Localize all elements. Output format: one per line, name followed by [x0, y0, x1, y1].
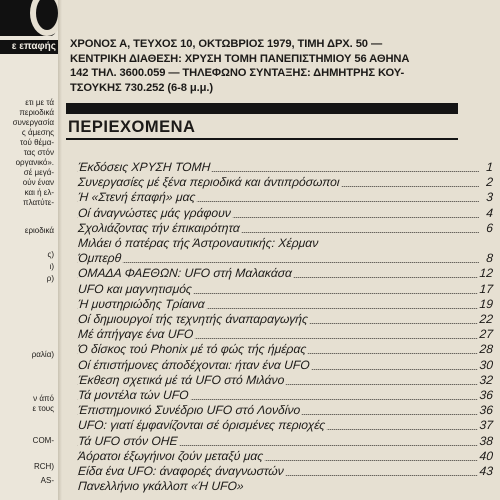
toc-entry — [77, 206, 493, 221]
toc-entry — [77, 388, 493, 403]
toc-entry — [77, 418, 493, 433]
toc-page-number: 2 — [484, 175, 494, 190]
left-column-line: ν άπό — [33, 394, 54, 403]
toc-page-number: 37 — [477, 418, 494, 433]
toc-page-number: 38 — [477, 434, 494, 449]
toc-page-number: 17 — [477, 282, 494, 297]
left-column-line: AS- — [40, 476, 54, 485]
toc-entry — [77, 251, 493, 266]
toc-entry-title: Έπιστημονικό Συνέδριο UFO στό Λονδίνο — [77, 403, 301, 418]
toc-entry — [77, 175, 493, 190]
toc-entry — [77, 373, 493, 388]
left-column-line: και ή ελ- — [24, 188, 54, 197]
toc-entry-title: Σχολιάζοντας τήν έπικαιρότητα — [77, 220, 241, 235]
toc-entry — [77, 358, 493, 373]
toc-leader-dots — [78, 262, 479, 263]
left-column-line: τας στόν — [23, 148, 54, 157]
toc-page-number: 32 — [477, 373, 494, 388]
toc-entry-title: Ή «Στενή έπαφή» μας — [77, 190, 196, 205]
toc-entry — [77, 282, 493, 297]
toc-entry-title: Έκδόσεις ΧΡΥΣΗ ΤΟΜΗ — [77, 160, 211, 174]
thick-rule — [66, 103, 458, 114]
left-column-line: ε τους — [32, 404, 54, 413]
toc-entry-title: Οί άναγνώστες μάς γράφουν — [77, 205, 232, 220]
toc-entry — [77, 479, 493, 494]
toc-entry-title: UFO και μαγνητισμός — [77, 281, 193, 296]
left-column-line: τού θέμα- — [19, 138, 54, 147]
logo-fragment — [0, 0, 56, 36]
toc-entry-title: ΟΜΑΔΑ ΦΑΕΘΩΝ: UFO στή Μαλακάσα — [77, 266, 293, 281]
left-column-line: ς άμεσης — [21, 128, 54, 137]
toc-entry-title: Συνεργασίες μέ ξένα περιοδικά και άντιπρόσωποι — [77, 175, 341, 190]
left-column-line: RCH) — [34, 462, 54, 471]
toc-page-number: 4 — [484, 206, 494, 221]
adjacent-page-column — [0, 0, 58, 500]
table-of-contents — [78, 160, 493, 494]
toc-page-number: 6 — [484, 221, 494, 236]
masthead-line: ΚΕΝΤΡΙΚΗ ΔΙΑΘΕΣΗ: ΧΡΥΣΗ ΤΟΜΗ ΠΑΝΕΠΙΣΤΗΜΙΟΥ 56 ΑΘΗΝΑ — [70, 52, 410, 65]
toc-entry-title: Μιλάει ό πατέρας τής Άστροναυτικής: Χέρμαν — [77, 236, 319, 251]
left-column-line: συνεργασία — [12, 118, 54, 127]
left-column-line: ούν έναν — [22, 178, 54, 187]
left-column-line: περιοδικά — [19, 108, 54, 117]
left-column-line: σέ μεγά- — [23, 168, 54, 177]
left-column-line: ι) — [49, 262, 54, 271]
toc-page-number: 36 — [477, 403, 494, 418]
toc-page-number: 27 — [477, 327, 494, 342]
thin-rule — [66, 138, 458, 140]
toc-entry-title: Οί δημιουργοί τής τεχνητής άναπαραγωγής — [77, 312, 309, 327]
toc-entry-title: Όμπερθ — [77, 251, 122, 266]
toc-page-number: 12 — [477, 266, 494, 281]
masthead-line: ΧΡΟΝΟΣ Α, ΤΕΥΧΟΣ 10, ΟΚΤΩΒΡΙΟΣ 1979, ΤΙΜΗ ΔΡΧ. 50 — — [70, 38, 383, 50]
toc-entry — [77, 327, 493, 342]
masthead-line: 142 ΤΗΛ. 3600.059 — ΤΗΛΕΦΩΝΟ ΣΥΝΤΑΞΗΣ: ΔΗΜΗΤΡΗΣ ΚΟΥ- — [70, 67, 405, 79]
toc-page-number: 3 — [484, 190, 494, 205]
toc-page-number: 22 — [477, 312, 494, 327]
toc-page-number: 36 — [477, 388, 494, 403]
toc-entry — [77, 266, 493, 281]
toc-entry — [77, 297, 493, 312]
toc-entry — [77, 449, 493, 464]
masthead-line: ΤΣΟΥΚΗΣ 730.252 (6-8 μ.μ.) — [70, 81, 213, 94]
page-gutter-shadow — [58, 0, 62, 500]
left-column-line: COM- — [32, 436, 54, 445]
toc-entry-title: Άόρατοι έξωγήινοι ζούν μεταξύ μας — [77, 448, 264, 463]
logo-letter-o-icon — [30, 0, 58, 36]
toc-entry-title: Ή μυστηριώδης Τρίαινα — [77, 296, 206, 311]
left-column-line: ς) — [47, 250, 54, 259]
toc-page-number: 8 — [484, 251, 494, 266]
left-column-line: ετι με τά — [25, 98, 54, 107]
toc-entry-title: Μέ άπήγαγε ένα UFO — [77, 327, 194, 342]
left-column-line: ρ) — [46, 274, 54, 283]
toc-entry-title: UFO: γιατί έμφανίζονται σέ όρισμένες περιοχές — [77, 418, 326, 433]
toc-entry-title: Τά μοντέλα τών UFO — [77, 388, 190, 403]
toc-entry — [77, 160, 493, 175]
toc-entry — [77, 434, 493, 449]
toc-page-number: 19 — [477, 297, 494, 312]
toc-page-number: 28 — [477, 342, 494, 357]
toc-entry — [77, 236, 493, 251]
toc-entry — [77, 221, 493, 236]
left-column-line: οργανικό». — [15, 158, 54, 167]
left-column-line: πλατύτε- — [23, 198, 54, 207]
toc-page-number: 1 — [484, 160, 494, 175]
left-column-line: εριοδικά — [24, 226, 54, 235]
toc-entry-title: Πανελλήνιο γκάλλοπ «Ή UFO» — [77, 479, 245, 494]
left-column-line: ραλία) — [31, 350, 54, 359]
toc-entry — [77, 403, 493, 418]
left-brand-bar: ε επαφής — [0, 40, 58, 54]
toc-entry-title: Είδα ένα UFO: άναφορές άναγνωστών — [77, 464, 285, 479]
toc-entry — [77, 342, 493, 357]
toc-page-number: 40 — [477, 449, 494, 464]
toc-entry — [77, 464, 493, 479]
toc-entry — [77, 190, 493, 205]
toc-entry-title: Οί έπιστήμονες άποδέχονται: ήταν ένα UFO — [77, 357, 311, 372]
toc-page-number: 30 — [477, 358, 494, 373]
toc-entry — [77, 312, 493, 327]
toc-entry-title: Ό δίσκος τού Phonix μέ τό φώς τής ήμέρας — [77, 342, 307, 357]
toc-page-number: 43 — [477, 464, 494, 479]
toc-entry-title: Έκθεση σχετικά μέ τά UFO στό Μιλάνο — [77, 372, 285, 387]
contents-title: ΠΕΡΙΕΧΟΜΕΝΑ — [68, 118, 196, 136]
masthead-imprint — [70, 37, 490, 95]
toc-entry-title: Τά UFO στόν ΟΗΕ — [77, 433, 179, 448]
